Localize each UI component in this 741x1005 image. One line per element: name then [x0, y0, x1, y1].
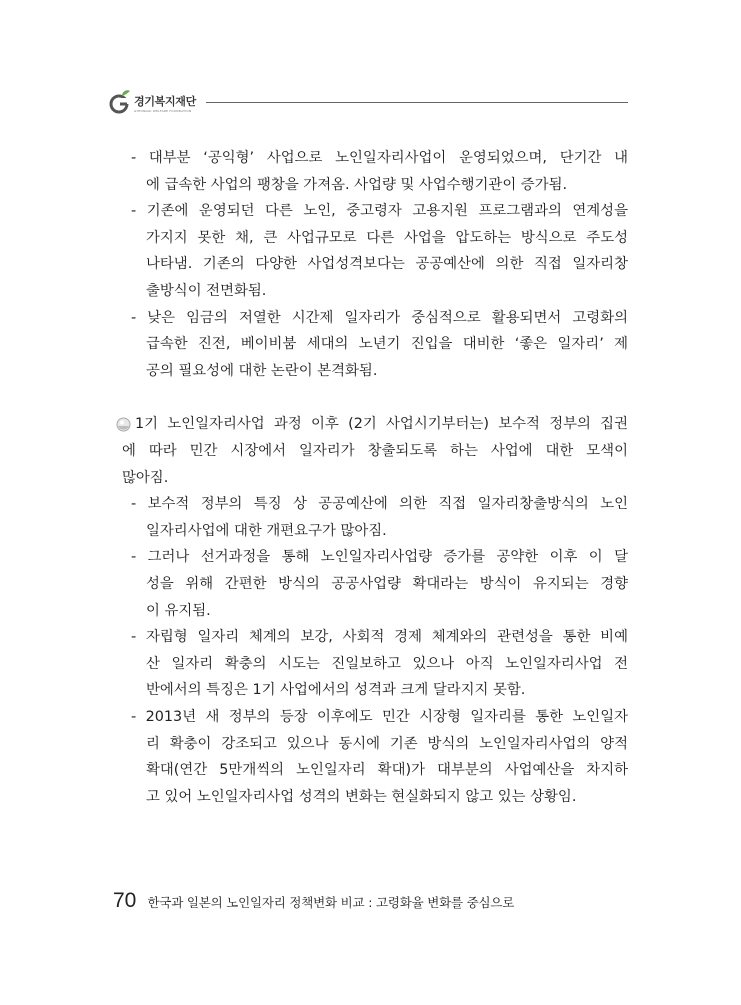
- dash-item-line: - 그러나 선거과정을 통해 노인일자리사업량 증가를 공약한 이후 이 달: [131, 549, 628, 566]
- foundation-logo-icon: [108, 88, 134, 116]
- dash-item-line: 가지지 못한 채, 큰 사업규모로 다른 사업을 압도하는 방식으로 주도성: [146, 229, 628, 246]
- dash-item-line: 에 급속한 사업의 팽창을 가져옴. 사업량 및 사업수행기관이 증가됨.: [146, 176, 568, 193]
- dash-item-line: - 대부분 ‘공익형’ 사업으로 노인일자리사업이 운영되었으며, 단기간 내: [131, 150, 628, 166]
- page-number: 70: [113, 889, 137, 912]
- dash-item-line: 일자리사업에 대한 개편요구가 많아짐.: [146, 522, 387, 539]
- dash-item-line: 고 있어 노인일자리사업 성격의 변화는 현실화되지 않고 있는 상황임.: [146, 788, 577, 805]
- dash-item-line: 성을 위해 간편한 방식의 공공사업량 확대라는 방식이 유지되는 경향: [146, 576, 628, 592]
- bullet-text-line: 에 따라 민간 시장에서 일자리가 창출되도록 하는 사업에 대한 모색이: [122, 443, 628, 459]
- dash-item-line: - 보수적 정부의 특징 상 공공예산에 의한 직접 일자리창출방식의 노인: [131, 496, 628, 513]
- dash-item-line: - 낮은 임금의 저열한 시간제 일자리가 중심적으로 활용되면서 고령화의: [131, 309, 628, 326]
- dash-item-line: - 2013년 새 정부의 등장 이후에도 민간 시장형 일자리를 통한 노인일자: [131, 709, 628, 725]
- book-title: 한국과 일본의 노인일자리 정책변화 비교 : 고령화율 변화를 중심으로: [147, 895, 515, 910]
- page-footer: [113, 889, 514, 919]
- org-subtitle: GYEONGGI WELFARE FOUNDATION: [134, 109, 192, 113]
- dash-item-line: 이 유지됨.: [146, 602, 211, 619]
- dash-item-line: 리 확충이 강조되고 있으나 동시에 기존 방식의 노인일자리사업의 양적: [146, 735, 628, 752]
- dash-item-line: 공의 필요성에 대한 논란이 본격화됨.: [146, 362, 378, 379]
- bullet-text-line: 많아짐.: [122, 469, 169, 486]
- dash-item-line: 나타냄. 기존의 다양한 사업성격보다는 공공예산에 의한 직접 일자리창: [146, 256, 628, 273]
- org-name: 경기복지재단: [134, 95, 196, 108]
- dash-item-line: - 기존에 운영되던 다른 노인, 중고령자 고용지원 프로그램과의 연계성을: [131, 203, 628, 220]
- dash-item-line: 확대(연간 5만개씩의 노인일자리 확대)가 대부분의 사업예산을 차지하: [146, 762, 628, 779]
- dash-item-line: 급속한 진전, 베이비붐 세대의 노년기 진입을 대비한 ‘좋은 일자리’ 제: [146, 336, 628, 353]
- dash-item-line: - 자립형 일자리 체계의 보강, 사회적 경제 체계와의 관련성을 통한 비예: [131, 629, 628, 646]
- dash-item-line: 반에서의 특징은 1기 사업에서의 성격과 크게 달라지지 못함.: [146, 682, 526, 699]
- dash-item-line: 출방식이 전면화됨.: [146, 283, 267, 299]
- bullet-icon: [116, 417, 131, 432]
- dash-item-line: 산 일자리 확충의 시도는 진일보하고 있으나 아직 노인일자리사업 전: [146, 655, 628, 672]
- bullet-text-line: 1기 노인일자리사업 과정 이후 (2기 사업시기부터는) 보수적 정부의 집권: [135, 416, 628, 433]
- header-rule: [206, 102, 628, 103]
- running-header: [108, 88, 628, 128]
